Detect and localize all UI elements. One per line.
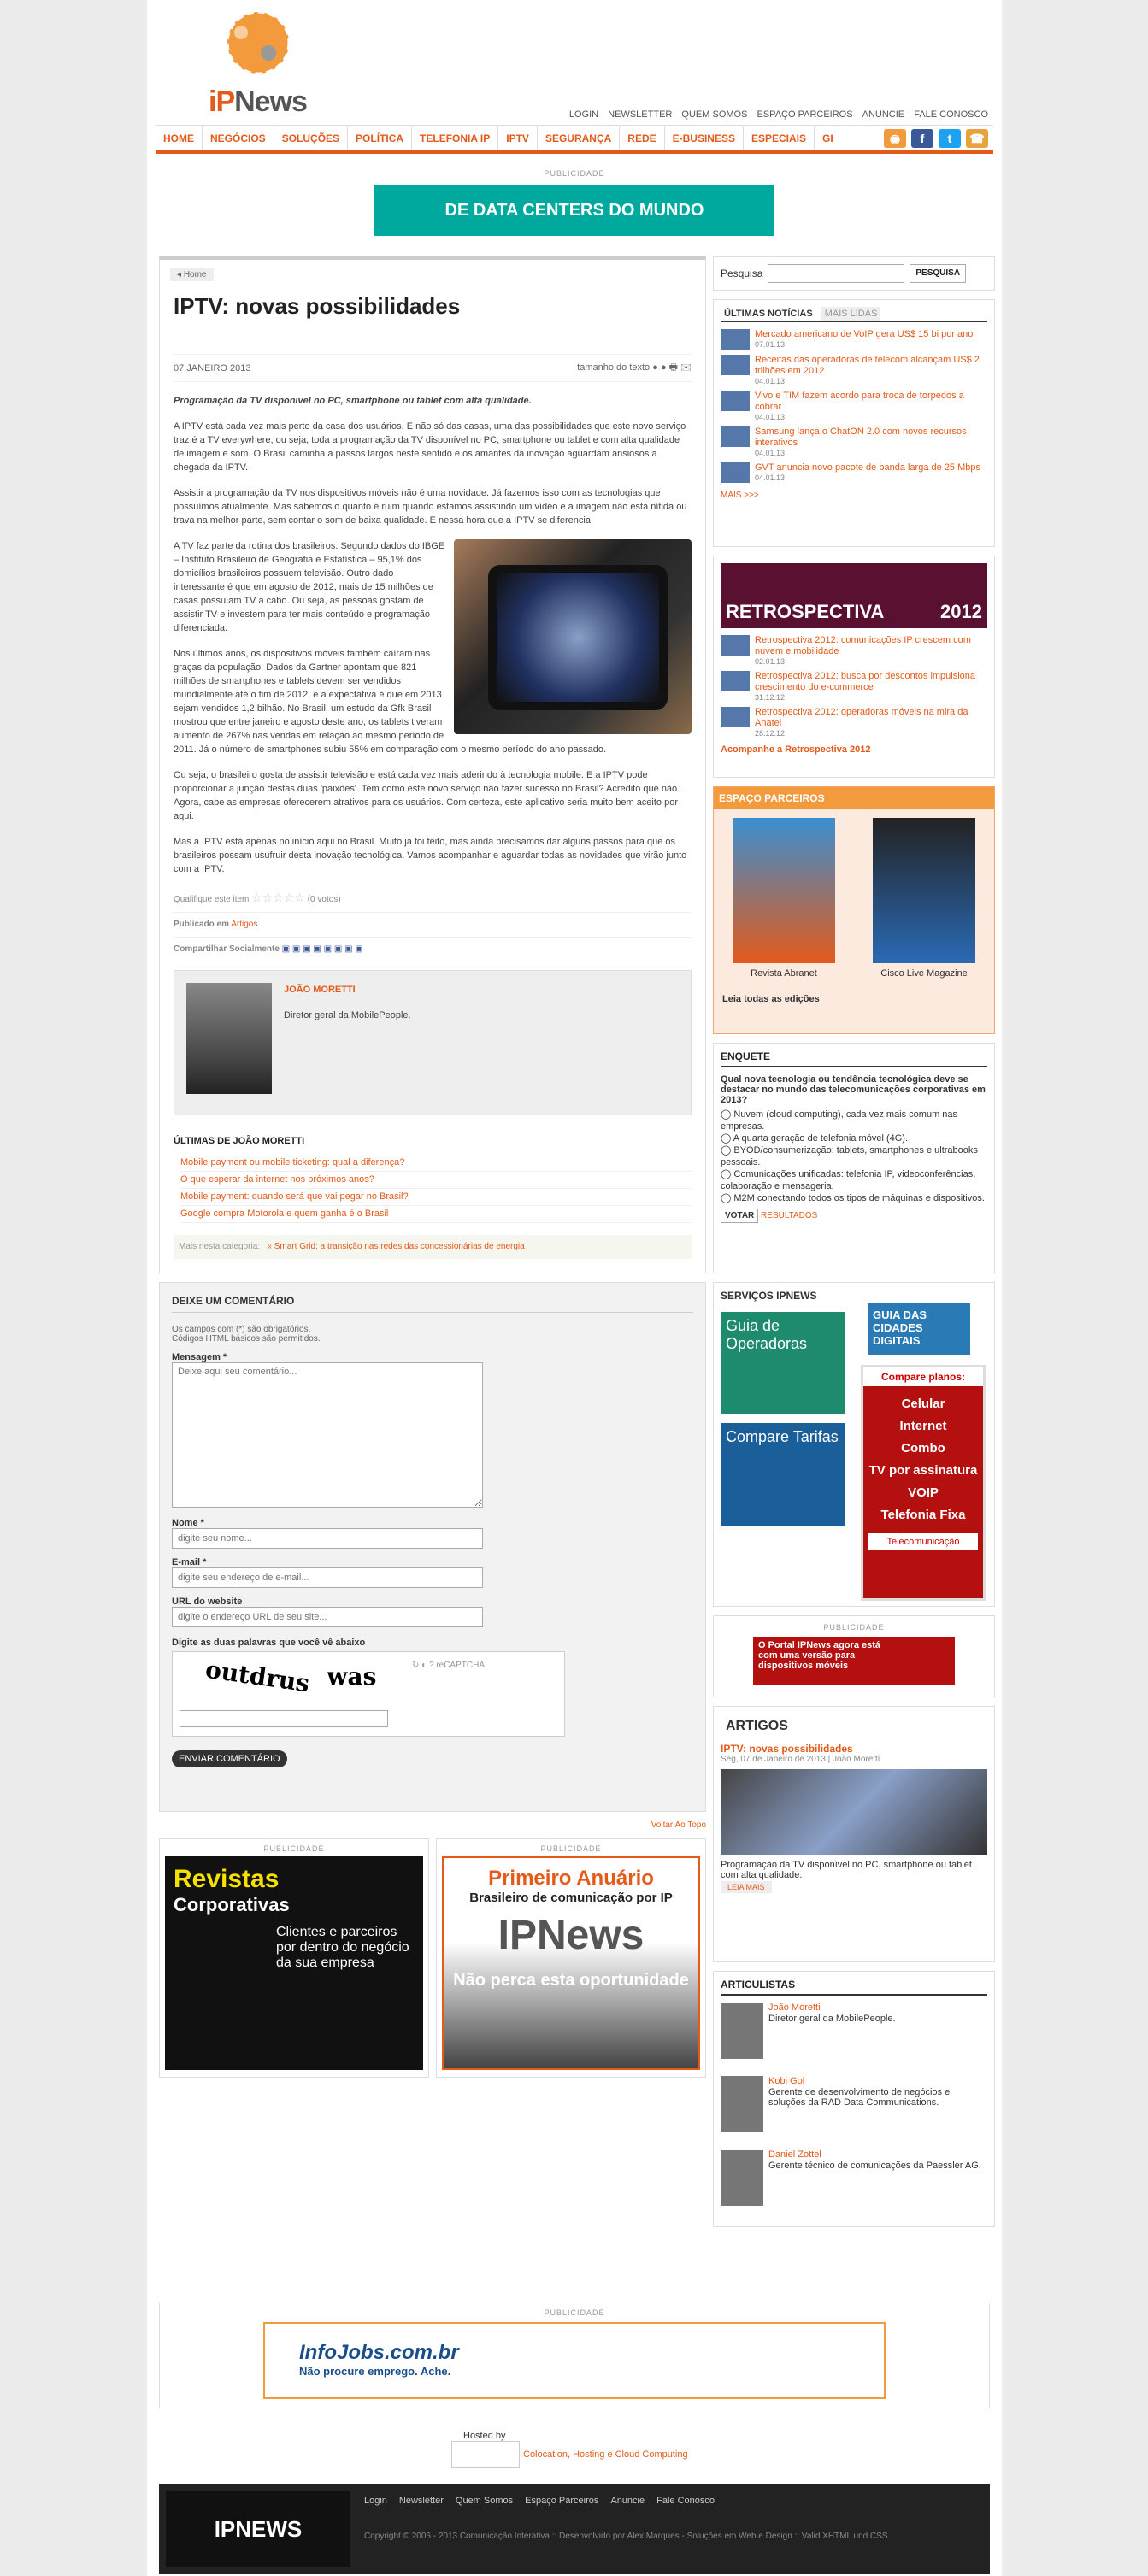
article-photo (454, 539, 692, 734)
ad-subtitle: Brasileiro de comunicação por IP (469, 1891, 673, 1905)
tab-most-read[interactable]: MAIS LIDAS (821, 307, 881, 321)
article-date: 07 JANEIRO 2013 (174, 362, 251, 373)
back-to-top[interactable] (159, 1820, 706, 1830)
article-paragraph: Nos últimos anos, os dispositivos móveis também caíram nas graças da população. Dados da Gartner apontam que 821 milhões de smartphones e tablets devem ser vendidos mundialmente até o fim de 2012, e a expectativa é que em 2013 sejam vendidos 1,2 bilhão. No Brasil, um estudo da Gfk Brasil mostrou que entre janeiro e agosto deste ano, os tablets tiveram aumento de 267% nas vendas em relação ao mesmo período de 2011. Já o número de smartphones subiu 55% em comparação com o mesmo período do ano passado. (174, 649, 607, 755)
host-logo[interactable] (451, 2441, 520, 2468)
captcha-label: Digite as duas palavras que você vê abaixo (172, 1638, 366, 1648)
email-icon[interactable]: ✉ (680, 362, 692, 373)
publicidade-label: PUBLICIDADE (544, 169, 605, 178)
columnist-bio: Gerente de desenvolvimento de negócios e soluções da RAD Data Communications. (768, 2087, 951, 2108)
comment-note: Códigos HTML básicos são permitidos. (172, 1334, 321, 1344)
top-link-contact[interactable]: FALE CONOSCO (914, 109, 988, 120)
news-date: 28.12.12 (755, 729, 786, 738)
guia-operadoras[interactable]: Guia de Operadoras (721, 1312, 845, 1414)
category-link[interactable]: Artigos (231, 920, 258, 929)
top-links (562, 109, 988, 120)
print-icon[interactable]: 🖶 (668, 362, 679, 373)
rating (174, 885, 692, 912)
magazine-abranet[interactable] (733, 818, 835, 979)
news-date: 04.01.13 (755, 377, 786, 385)
more-news-link[interactable]: MAIS >>> (721, 491, 759, 500)
breadcrumb[interactable]: ◂ Home (170, 268, 214, 281)
news-title[interactable]: Vivo e TIM fazem acordo para troca de torpedos a cobrar (755, 391, 964, 412)
font-increase-icon[interactable]: ● (660, 362, 667, 373)
news-date: 07.01.13 (755, 340, 786, 349)
hosted-by (403, 2431, 745, 2468)
columnist[interactable] (721, 2150, 987, 2206)
vote-count: (0 votos) (307, 895, 341, 904)
news-thumb (721, 635, 750, 656)
ad-row (159, 1838, 706, 2078)
main-nav (156, 125, 993, 154)
footer-link[interactable]: Login (364, 2496, 387, 2506)
retro-item[interactable] (721, 671, 987, 702)
ad-revistas[interactable] (159, 1838, 429, 2078)
nav-solucoes[interactable]: SOLUÇÕES (274, 126, 348, 150)
comment-note: Os campos com (*) são obrigatórios. (172, 1325, 311, 1334)
rating-label: Qualifique este item (174, 895, 250, 904)
poll-option[interactable]: ◯ A quarta geração de telefonia móvel (4G). (721, 1133, 908, 1144)
news-date: 31.12.12 (755, 693, 786, 702)
host-link[interactable]: Colocation, Hosting e Cloud Computing (523, 2450, 688, 2460)
magazine-label: Cisco Live Magazine (880, 968, 968, 979)
more-by-link[interactable]: Mobile payment ou mobile ticketing: qual a diferença? (180, 1155, 692, 1172)
top-link-advertise[interactable]: ANUNCIE (862, 109, 905, 120)
article-paragraph: A TV faz parte da rotina dos brasileiros. Segundo dados do IBGE – Instituto Brasileiro de Geografia e Estatística – 95,1% dos domicílios brasileiros possuem televisão. Outro dado interessante é que em agosto de 2012, mais de 15 milhões de casas possuíam TV a cabo. Ou seja, as pessoas gostam de assistir TV e investem para ter mais conteúdo e programação diferenciada. (174, 541, 445, 633)
author-box (174, 970, 692, 1115)
infojobs-box (159, 2303, 990, 2408)
retro-link[interactable]: Acompanhe a Retrospectiva 2012 (721, 744, 871, 755)
nav-negocios[interactable]: NEGÓCIOS (203, 126, 274, 150)
author-name[interactable]: JOÃO MORETTI (284, 985, 356, 995)
news-item[interactable] (721, 426, 987, 457)
nav-more[interactable]: GI (822, 132, 833, 144)
article-title: IPTV: novas possibilidades (174, 293, 461, 319)
email-field[interactable] (172, 1567, 483, 1588)
artigos-box (713, 1706, 995, 1962)
ad-body: Não perca esta oportunidade (453, 1971, 689, 1990)
ad-title: Primeiro Anuário (488, 1867, 654, 1890)
article-paragraph: Assistir a programação da TV nos dispositivos móveis não é uma novidade. Já fazemos isso com as tecnologias que possuímos atualmente. Mas sabemos o quanto é ruim quando estamos assistindo um vídeo e a imagem não está nítida ou trava na melhor parte, sem contar o som de baixa qualidade. É nessa hora que a IPTV se diferencia. (174, 488, 687, 526)
columnist-bio: Diretor geral da MobilePeople. (768, 2014, 896, 2024)
nav-rede[interactable]: REDE (620, 126, 664, 150)
news-thumb (721, 329, 750, 350)
article (159, 256, 706, 1273)
ja-logo: Telecomunicação (868, 1533, 978, 1550)
rating-stars[interactable]: ☆☆☆☆☆ (251, 891, 305, 904)
poll-option[interactable]: ◯ Comunicações unificadas: telefonia IP, videoconferências, colaboração e mensageria. (721, 1169, 976, 1191)
publicidade-label: PUBLICIDADE (263, 1844, 325, 1853)
twitter-icon[interactable]: t (939, 129, 961, 148)
services-title: SERVIÇOS IPNEWS (721, 1290, 817, 1302)
news-title[interactable]: Mercado americano de VoIP gera US$ 15 bi por ano (755, 329, 974, 339)
infojobs-brand: InfoJobs.com.br (299, 2341, 459, 2364)
search-button[interactable]: PESQUISA (910, 264, 966, 283)
article-lead: Programação da TV disponível no PC, smartphone ou tablet com alta qualidade. (174, 396, 532, 406)
news-item[interactable] (721, 462, 987, 483)
columnist-photo (721, 2076, 763, 2132)
poll-option[interactable]: ◯ M2M conectando todos os tipos de máquinas e dispositivos. (721, 1193, 985, 1203)
mobile-icon[interactable]: ☎ (966, 129, 988, 148)
nav-seguranca[interactable]: SEGURANÇA (538, 126, 620, 150)
nav-politica[interactable]: POLÍTICA (348, 126, 412, 150)
author-bio: Diretor geral da MobilePeople. (284, 1010, 411, 1020)
news-thumb (721, 391, 750, 411)
magazine-cover (873, 818, 975, 963)
nav-iptv[interactable]: IPTV (498, 126, 538, 150)
ad-brand: IPNews (497, 1913, 645, 1958)
footer-copyright: Copyright © 2006 - 2013 Comunicação Interativa :: Desenvolvido por Alex Marques - Soluções em Web e Design :: Valid XHTML und CSS (364, 2532, 888, 2541)
services-box (713, 1282, 995, 1607)
comment-title: DEIXE UM COMENTÁRIO (172, 1295, 693, 1313)
footer-link[interactable]: Espaço Parceiros (525, 2496, 599, 2506)
columnist[interactable] (721, 2003, 987, 2059)
more-by-link[interactable]: O que esperar da internet nos próximos anos? (180, 1172, 692, 1189)
captcha-image (180, 1655, 388, 1707)
ad-subtitle: Corporativas (174, 1894, 290, 1915)
news-item[interactable] (721, 329, 987, 350)
footer-link[interactable]: Quem Somos (455, 2496, 514, 2506)
publicidade-label: PUBLICIDADE (823, 1623, 885, 1632)
url-label: URL do website (172, 1597, 243, 1607)
facebook-icon[interactable]: f (911, 129, 933, 148)
top-banner[interactable]: DE DATA CENTERS DO MUNDO (374, 185, 774, 236)
captcha-field[interactable] (180, 1710, 388, 1727)
compare-plans-title: Compare planos: (863, 1367, 983, 1386)
mobile-ad[interactable]: O Portal IPNews agora está com uma versão para dispositivos móveis (753, 1637, 955, 1685)
footer-link[interactable]: Fale Conosco (656, 2496, 715, 2506)
nav-ebusiness[interactable]: E-BUSINESS (665, 126, 744, 150)
news-item[interactable] (721, 391, 987, 421)
footer-links (364, 2496, 715, 2506)
breadcrumb-home[interactable]: Home (183, 270, 207, 279)
artigo-text: Programação da TV disponível no PC, smartphone ou tablet com alta qualidade. (721, 1860, 972, 1880)
infojobs-ad[interactable] (263, 2322, 886, 2399)
articulistas-title: ARTICULISTAS (721, 1979, 987, 1996)
poll-title: ENQUETE (721, 1050, 987, 1067)
retro-banner[interactable] (721, 563, 987, 628)
published-label: Publicado em (174, 920, 230, 929)
footer-logo[interactable]: IPNEWS (166, 2491, 350, 2567)
search-label: Pesquisa (721, 268, 763, 279)
captcha-word: was (327, 1662, 377, 1691)
compare-tarifas[interactable]: Compare Tarifas (721, 1423, 845, 1526)
message-label: Mensagem * (172, 1352, 227, 1362)
retro-item[interactable] (721, 635, 987, 666)
publicidade-label: PUBLICIDADE (540, 1844, 602, 1853)
back-to-top-link[interactable]: Voltar Ao Topo (651, 1820, 706, 1830)
text-size-label: tamanho do texto (577, 362, 651, 373)
ad-anuario[interactable] (436, 1838, 706, 2078)
retro-box (713, 556, 995, 778)
news-title[interactable]: Samsung lança o ChatON 2.0 com novos recursos interativos (755, 426, 967, 448)
footer-link[interactable]: Anuncie (610, 2496, 645, 2506)
more-category-link[interactable]: « Smart Grid: a transição nas redes das concessionárias de energia (267, 1242, 525, 1251)
columnist-photo (721, 2150, 763, 2206)
main-content (159, 256, 706, 2078)
news-thumb (721, 671, 750, 691)
infojobs-slogan: Não procure emprego. Ache. (299, 2365, 451, 2378)
hosted-label: Hosted by (463, 2431, 506, 2441)
captcha-word: outdrus (203, 1655, 312, 1698)
news-date: 04.01.13 (755, 473, 786, 482)
partners-title: ESPAÇO PARCEIROS (714, 787, 994, 809)
columnist-name[interactable]: Daniel Zottel (768, 2150, 821, 2160)
comment-form (159, 1282, 706, 1812)
ad-title: Revistas (174, 1865, 280, 1893)
retro-title-link[interactable]: Retrospectiva 2012: operadoras móveis na mira da Anatel (755, 707, 968, 728)
news-date: 04.01.13 (755, 413, 786, 421)
columnist-photo (721, 2003, 763, 2059)
retro-item[interactable] (721, 707, 987, 738)
article-paragraph: Ou seja, o brasileiro gosta de assistir televisão e está cada vez mais aderindo à tecnologia mobile. E a IPTV pode proporcionar a junção destas duas 'paixões'. Tem como este novo serviço não fazer sucesso no Brasil? Acredito que não. Agora, cabe as empresas oferecerem atrativos para os usuários. Com certeza, este aplicativo seria muito bem aceito por aqui. (174, 770, 680, 821)
footer (159, 2484, 990, 2574)
logo-globe-icon (207, 7, 301, 84)
poll-option-label: Comunicações unificadas: telefonia IP, videoconferências, colaboração e mensageria. (721, 1169, 976, 1191)
share-bar (174, 937, 692, 962)
top-link-partners[interactable]: ESPAÇO PARCEIROS (757, 109, 853, 120)
news-date: 02.01.13 (755, 657, 786, 666)
more-by-link[interactable]: Mobile payment: quando será que vai pegar no Brasil? (180, 1189, 692, 1206)
vote-button[interactable]: VOTAR (721, 1209, 758, 1223)
news-thumb (721, 707, 750, 727)
compare-item: TV por assinatura (868, 1463, 978, 1478)
nav-telefonia[interactable]: TELEFONIA IP (412, 126, 498, 150)
top-link-newsletter[interactable]: NEWSLETTER (608, 109, 673, 120)
nav-home[interactable]: HOME (156, 126, 203, 150)
magazine-cisco[interactable] (873, 818, 975, 979)
message-field[interactable] (172, 1362, 483, 1508)
partners-box (713, 786, 995, 1034)
article-paragraph: Mas a IPTV está apenas no início aqui no Brasil. Muito já foi feito, mas ainda precisamos dar alguns passos para que os brasileiros possam usufruir desta inovação tecnológica. Vamos acompanhar e aguardar todas as novidades que virão junto com a IPTV. (174, 837, 687, 874)
tab-latest[interactable]: ÚLTIMAS NOTÍCIAS (724, 309, 813, 319)
top-link-about[interactable]: QUEM SOMOS (681, 109, 748, 120)
text-size-control (577, 360, 692, 376)
share-label: Compartilhar Socialmente (174, 944, 280, 954)
more-by-list (174, 1155, 692, 1223)
magazine-label: Revista Abranet (751, 968, 817, 979)
nav-especiais[interactable]: ESPECIAIS (744, 126, 815, 150)
articulistas-box (713, 1971, 995, 2227)
share-icons[interactable]: ▣ ▣ ▣ ▣ ▣ ▣ ▣ ▣ (281, 944, 363, 954)
news-tabs (721, 307, 987, 322)
submit-comment-button[interactable]: ENVIAR COMENTÁRIO (172, 1750, 287, 1767)
url-field[interactable] (172, 1607, 483, 1627)
ad-body: Clientes e parceiros por dentro do negócio da sua empresa (276, 1925, 409, 1970)
font-decrease-icon[interactable]: ● (652, 362, 658, 373)
columnist[interactable] (721, 2076, 987, 2132)
more-category-label: Mais nesta categoria: (179, 1242, 261, 1251)
artigos-title: ARTIGOS (726, 1719, 788, 1733)
compare-item: VOIP (908, 1485, 939, 1500)
captcha (172, 1651, 565, 1737)
news-title[interactable]: Receitas das operadoras de telecom alcançam US$ 2 trilhões em 2012 (755, 355, 980, 376)
publicidade-label: PUBLICIDADE (544, 2308, 605, 2317)
artigo-thumb (721, 1769, 987, 1855)
search-box (713, 256, 995, 291)
news-thumb (721, 426, 750, 447)
news-title[interactable]: GVT anuncia novo pacote de banda larga de 25 Mbps (755, 462, 980, 473)
poll-option[interactable]: ◯ Nuvem (cloud computing), cada vez mais comum nas empresas. (721, 1109, 958, 1132)
email-label: E-mail * (172, 1557, 207, 1567)
compare-plans-ad[interactable] (861, 1365, 986, 1601)
news-box (713, 299, 995, 547)
poll-box (713, 1043, 995, 1273)
news-thumb (721, 355, 750, 375)
columnist-name[interactable]: João Moretti (768, 2003, 821, 2013)
name-label: Nome * (172, 1518, 204, 1528)
rss-icon[interactable]: ◉ (884, 129, 906, 148)
results-link[interactable]: RESULTADOS (761, 1211, 818, 1220)
author-photo (186, 983, 272, 1094)
article-body (160, 394, 705, 1259)
recaptcha-logo[interactable]: ↻ ◐ ? reCAPTCHA (412, 1661, 485, 1670)
retro-year: 2012 (940, 601, 982, 622)
poll-option-label: A quarta geração de telefonia móvel (4G). (733, 1133, 908, 1144)
compare-item: Combo (901, 1441, 945, 1456)
name-field[interactable] (172, 1528, 483, 1549)
columnist-bio: Gerente técnico de comunicações da Paessler AG. (768, 2161, 981, 2171)
page (147, 0, 1002, 2576)
compare-item: Internet (899, 1419, 947, 1433)
read-more-button[interactable]: LEIA MAIS (721, 1881, 772, 1893)
article-paragraph: A IPTV está cada vez mais perto da casa dos usuários. E não só das casas, uma das possibilidades que este novo serviço traz é a TV everywhere, ou seja, toda a programação da TV disponível no PC, smartphone ou tablet e com alta qualidade de imagem e som. O Brasil caminha a passos largos neste sentido e os amantes da inovação aguardam ansiosos a chegada da IPTV. (174, 421, 686, 473)
sidebar (713, 256, 995, 2236)
all-editions-link[interactable]: Leia todas as edições (722, 994, 820, 1004)
retro-title-link[interactable]: Retrospectiva 2012: comunicações IP crescem com nuvem e mobilidade (755, 635, 971, 656)
more-category (174, 1235, 692, 1259)
top-link-login[interactable]: LOGIN (568, 109, 599, 120)
search-input[interactable] (768, 264, 904, 283)
compare-item: Telefonia Fixa (880, 1508, 966, 1522)
site-logo[interactable]: iPNews (207, 7, 327, 116)
poll-question: Qual nova tecnologia ou tendência tecnológica deve se destacar no mundo das telecomunicações corporativas em 2013? (721, 1074, 986, 1105)
poll-option-label: BYOD/consumerização: tablets, smartphones e ultrabooks pessoais. (721, 1145, 978, 1167)
guia-cidades-digitais[interactable]: GUIA DAS CIDADES DIGITAIS (868, 1303, 970, 1355)
footer-link[interactable]: Newsletter (398, 2496, 444, 2506)
poll-option-label: M2M conectando todos os tipos de máquinas e dispositivos. (733, 1193, 985, 1203)
magazine-cover (733, 818, 835, 963)
mobile-ad-box (713, 1615, 995, 1697)
retro-title-link[interactable]: Retrospectiva 2012: busca por descontos impulsiona crescimento do e-commerce (755, 671, 976, 692)
poll-option[interactable]: ◯ BYOD/consumerização: tablets, smartphones e ultrabooks pessoais. (721, 1145, 978, 1167)
news-thumb (721, 462, 750, 483)
columnist-name[interactable]: Kobi Gol (768, 2076, 805, 2086)
news-date: 04.01.13 (755, 449, 786, 457)
more-by-link[interactable]: Google compra Motorola e quem ganha é o Brasil (180, 1206, 692, 1223)
artigo-link[interactable]: IPTV: novas possibilidades (721, 1743, 853, 1755)
more-by-title: ÚLTIMAS DE JOÃO MORETTI (174, 1136, 305, 1146)
retro-title: RETROSPECTIVA (726, 601, 885, 622)
poll-option-label: Nuvem (cloud computing), cada vez mais comum nas empresas. (721, 1109, 958, 1132)
compare-item: Celular (901, 1397, 945, 1411)
published-in (174, 912, 692, 937)
article-meta (174, 354, 692, 382)
news-item[interactable] (721, 355, 987, 385)
artigo-meta: Seg, 07 de Janeiro de 2013 | João Moretti (721, 1755, 880, 1764)
